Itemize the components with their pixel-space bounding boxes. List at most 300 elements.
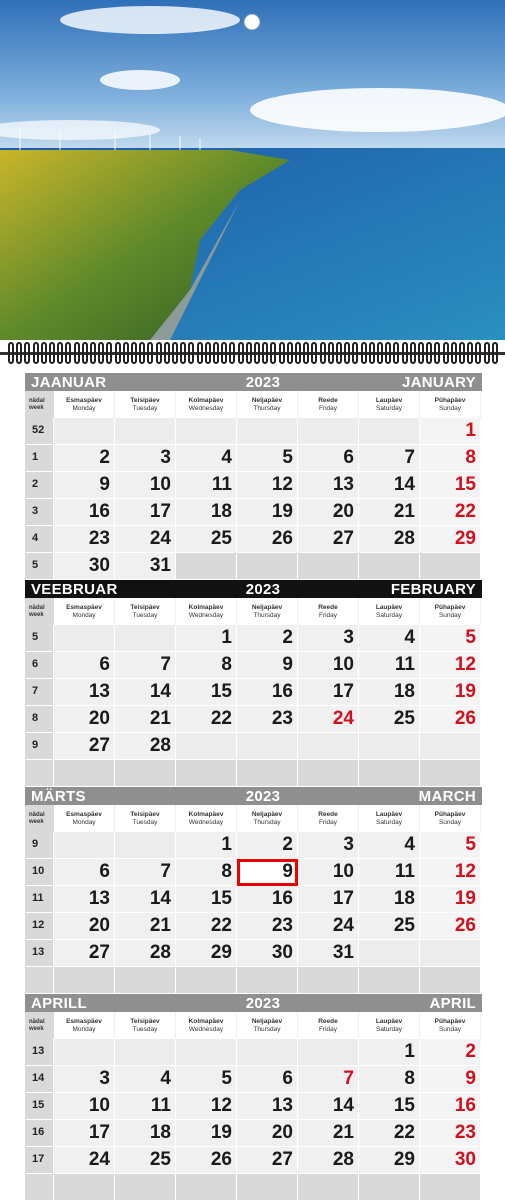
weekday-name-et: Pühapäev xyxy=(434,397,466,404)
day-number: 25 xyxy=(393,915,415,936)
weekday-name-et: Esmaspäev xyxy=(66,811,102,818)
day-number: 4 xyxy=(221,447,232,468)
day-cell[interactable] xyxy=(54,1147,115,1174)
weekday-name-et: Neljapäev xyxy=(251,604,283,611)
day-number: 28 xyxy=(393,528,415,549)
empty-cell xyxy=(237,760,298,787)
week-label: week xyxy=(29,612,44,618)
day-cell[interactable] xyxy=(115,679,176,706)
weekday-name-et: Laupäev xyxy=(375,604,403,611)
day-number: 13 xyxy=(332,474,354,495)
day-number: 7 xyxy=(343,1068,354,1089)
day-cell[interactable] xyxy=(176,472,237,499)
day-cell[interactable] xyxy=(115,526,176,553)
weekday-name-et: Reede xyxy=(318,604,338,611)
day-cell[interactable] xyxy=(237,859,298,886)
day-cell[interactable] xyxy=(237,706,298,733)
week-number: 5 xyxy=(25,553,54,580)
day-cell[interactable] xyxy=(420,445,481,472)
day-cell[interactable] xyxy=(237,445,298,472)
day-number: 8 xyxy=(465,447,476,468)
day-number: 2 xyxy=(465,1041,476,1062)
day-cell[interactable] xyxy=(115,940,176,967)
day-cell[interactable] xyxy=(176,940,237,967)
day-number: 22 xyxy=(210,915,232,936)
day-number: 22 xyxy=(393,1122,415,1143)
day-number: 8 xyxy=(221,861,232,882)
weekday-header xyxy=(54,805,115,832)
day-cell[interactable] xyxy=(237,652,298,679)
weekday-name-en: Sunday xyxy=(438,819,462,826)
day-cell[interactable] xyxy=(115,886,176,913)
empty-cell xyxy=(54,625,115,652)
weekday-name-et: Kolmapäev xyxy=(188,1018,224,1025)
week-label: nädal xyxy=(29,398,45,404)
day-number: 19 xyxy=(210,1122,232,1143)
empty-cell xyxy=(176,553,237,580)
empty-cell xyxy=(176,1039,237,1066)
week-header xyxy=(25,391,54,418)
day-cell[interactable] xyxy=(420,1147,481,1174)
day-cell[interactable] xyxy=(359,859,420,886)
day-cell[interactable] xyxy=(420,472,481,499)
day-number: 30 xyxy=(88,555,110,576)
weekday-header xyxy=(115,391,176,418)
week-number: 10 xyxy=(25,859,54,886)
empty-cell xyxy=(420,940,481,967)
day-number: 25 xyxy=(210,528,232,549)
day-cell[interactable] xyxy=(359,445,420,472)
weekday-name-en: Saturday xyxy=(375,1026,403,1033)
month-grid xyxy=(25,598,482,787)
day-cell[interactable] xyxy=(359,679,420,706)
week-header xyxy=(25,1012,54,1039)
day-number: 13 xyxy=(88,888,110,909)
day-number: 9 xyxy=(99,474,110,495)
day-number: 7 xyxy=(404,447,415,468)
week-number: 9 xyxy=(25,733,54,760)
day-number: 5 xyxy=(465,834,476,855)
day-cell[interactable] xyxy=(420,1120,481,1147)
weekday-name-en: Wednesday xyxy=(188,819,224,826)
day-cell[interactable] xyxy=(359,625,420,652)
day-cell[interactable] xyxy=(359,472,420,499)
day-cell[interactable] xyxy=(237,526,298,553)
empty-cell xyxy=(359,760,420,787)
empty-cell xyxy=(359,1174,420,1201)
weekday-header xyxy=(54,391,115,418)
day-cell[interactable] xyxy=(298,1120,359,1147)
day-cell[interactable] xyxy=(54,859,115,886)
day-number: 26 xyxy=(454,915,476,936)
day-cell[interactable] xyxy=(298,625,359,652)
day-cell[interactable] xyxy=(237,832,298,859)
day-cell[interactable] xyxy=(359,913,420,940)
day-number: 10 xyxy=(332,861,354,882)
weekday-name-et: Pühapäev xyxy=(434,1018,466,1025)
week-number: 7 xyxy=(25,679,54,706)
day-cell[interactable] xyxy=(54,886,115,913)
day-cell[interactable] xyxy=(54,913,115,940)
day-cell[interactable] xyxy=(176,652,237,679)
day-cell[interactable] xyxy=(176,679,237,706)
day-cell[interactable] xyxy=(237,472,298,499)
day-number: 12 xyxy=(454,654,476,675)
week-number: 13 xyxy=(25,940,54,967)
day-cell[interactable] xyxy=(115,706,176,733)
day-cell[interactable] xyxy=(176,445,237,472)
day-cell[interactable] xyxy=(298,706,359,733)
weekday-name-et: Pühapäev xyxy=(434,811,466,818)
day-cell[interactable] xyxy=(54,499,115,526)
day-cell[interactable] xyxy=(359,1066,420,1093)
day-cell[interactable] xyxy=(420,1066,481,1093)
day-cell[interactable] xyxy=(359,1093,420,1120)
week-number: 11 xyxy=(25,886,54,913)
weekday-name-en: Friday xyxy=(318,819,338,826)
day-cell[interactable] xyxy=(298,886,359,913)
day-number: 3 xyxy=(160,447,171,468)
empty-cell xyxy=(298,733,359,760)
day-cell[interactable] xyxy=(359,499,420,526)
day-number: 2 xyxy=(282,627,293,648)
empty-cell xyxy=(298,1039,359,1066)
day-cell[interactable] xyxy=(420,679,481,706)
day-cell[interactable] xyxy=(176,886,237,913)
week-number: 5 xyxy=(25,625,54,652)
day-cell[interactable] xyxy=(298,652,359,679)
weekday-name-et: Esmaspäev xyxy=(66,604,102,611)
weekday-name-en: Monday xyxy=(72,405,96,412)
day-cell[interactable] xyxy=(420,832,481,859)
day-number: 5 xyxy=(465,627,476,648)
day-cell[interactable] xyxy=(359,652,420,679)
day-cell[interactable] xyxy=(115,499,176,526)
empty-cell xyxy=(115,967,176,994)
day-number: 25 xyxy=(149,1149,171,1170)
day-number: 15 xyxy=(393,1095,415,1116)
day-cell[interactable] xyxy=(298,679,359,706)
day-cell[interactable] xyxy=(176,1066,237,1093)
weekday-name-et: Esmaspäev xyxy=(66,1018,102,1025)
empty-cell xyxy=(54,760,115,787)
week-number: 8 xyxy=(25,706,54,733)
day-cell[interactable] xyxy=(420,859,481,886)
day-cell[interactable] xyxy=(115,652,176,679)
week-number xyxy=(25,760,54,787)
day-cell[interactable] xyxy=(420,706,481,733)
day-cell[interactable] xyxy=(54,1120,115,1147)
day-cell[interactable] xyxy=(54,1093,115,1120)
empty-cell xyxy=(420,967,481,994)
day-cell[interactable] xyxy=(54,526,115,553)
day-number: 17 xyxy=(88,1122,110,1143)
empty-cell xyxy=(115,1174,176,1201)
weekday-name-et: Teisipäev xyxy=(130,811,160,818)
weekday-name-en: Tuesday xyxy=(132,405,158,412)
weekday-name-et: Teisipäev xyxy=(130,397,160,404)
week-number: 1 xyxy=(25,445,54,472)
day-number: 1 xyxy=(221,627,232,648)
weekday-name-en: Tuesday xyxy=(132,1026,158,1033)
week-number: 6 xyxy=(25,652,54,679)
day-number: 12 xyxy=(210,1095,232,1116)
day-number: 26 xyxy=(454,708,476,729)
day-cell[interactable] xyxy=(115,472,176,499)
day-number: 20 xyxy=(88,915,110,936)
day-cell[interactable] xyxy=(237,499,298,526)
day-cell[interactable] xyxy=(359,706,420,733)
week-number: 17 xyxy=(25,1147,54,1174)
day-cell[interactable] xyxy=(115,1066,176,1093)
day-cell[interactable] xyxy=(176,625,237,652)
day-cell[interactable] xyxy=(237,913,298,940)
day-number: 9 xyxy=(465,1068,476,1089)
weekday-header xyxy=(298,598,359,625)
month-year: 2023 xyxy=(245,373,281,391)
day-cell[interactable] xyxy=(298,940,359,967)
day-number: 25 xyxy=(393,708,415,729)
day-number: 30 xyxy=(271,942,293,963)
day-cell[interactable] xyxy=(420,1039,481,1066)
day-cell[interactable] xyxy=(115,913,176,940)
month-name-en: APRIL xyxy=(429,994,476,1012)
month-year: 2023 xyxy=(245,787,281,805)
day-number: 16 xyxy=(271,888,293,909)
day-cell[interactable] xyxy=(176,832,237,859)
day-cell[interactable] xyxy=(176,913,237,940)
day-number: 9 xyxy=(282,861,293,882)
weekday-header xyxy=(298,391,359,418)
day-cell[interactable] xyxy=(176,706,237,733)
day-cell[interactable] xyxy=(298,472,359,499)
weekday-name-et: Neljapäev xyxy=(251,811,283,818)
empty-cell xyxy=(420,760,481,787)
week-number: 4 xyxy=(25,526,54,553)
empty-cell xyxy=(237,1039,298,1066)
day-cell[interactable] xyxy=(420,886,481,913)
empty-cell xyxy=(359,553,420,580)
week-label: week xyxy=(29,405,44,411)
day-cell[interactable] xyxy=(359,832,420,859)
landscape-photo xyxy=(0,0,505,340)
day-number: 1 xyxy=(221,834,232,855)
week-number: 16 xyxy=(25,1120,54,1147)
day-number: 23 xyxy=(271,915,293,936)
day-cell[interactable] xyxy=(176,1120,237,1147)
weekday-name-en: Monday xyxy=(72,612,96,619)
day-cell[interactable] xyxy=(176,859,237,886)
day-number: 16 xyxy=(88,501,110,522)
weekday-header xyxy=(115,805,176,832)
day-cell[interactable] xyxy=(54,733,115,760)
day-number: 10 xyxy=(149,474,171,495)
day-cell[interactable] xyxy=(420,526,481,553)
day-cell[interactable] xyxy=(298,1147,359,1174)
day-cell[interactable] xyxy=(115,1147,176,1174)
day-number: 18 xyxy=(393,888,415,909)
empty-cell xyxy=(420,553,481,580)
day-cell[interactable] xyxy=(54,553,115,580)
day-cell[interactable] xyxy=(176,526,237,553)
day-number: 21 xyxy=(393,501,415,522)
day-number: 11 xyxy=(150,1095,171,1116)
month-header xyxy=(25,580,482,598)
day-cell[interactable] xyxy=(298,526,359,553)
month-name-et: APRILL xyxy=(31,994,87,1012)
empty-cell xyxy=(54,832,115,859)
week-label: nädal xyxy=(29,812,45,818)
day-number: 31 xyxy=(332,942,354,963)
day-cell[interactable] xyxy=(237,1066,298,1093)
day-cell[interactable] xyxy=(54,940,115,967)
empty-cell xyxy=(298,760,359,787)
weekday-header xyxy=(237,598,298,625)
empty-cell xyxy=(54,967,115,994)
day-cell[interactable] xyxy=(115,859,176,886)
weekday-name-et: Teisipäev xyxy=(130,604,160,611)
week-number: 13 xyxy=(25,1039,54,1066)
empty-cell xyxy=(176,967,237,994)
day-number: 3 xyxy=(99,1068,110,1089)
empty-cell xyxy=(115,418,176,445)
day-cell[interactable] xyxy=(54,706,115,733)
day-number: 29 xyxy=(210,942,232,963)
day-number: 17 xyxy=(332,888,354,909)
day-cell[interactable] xyxy=(420,913,481,940)
empty-cell xyxy=(54,1039,115,1066)
day-cell[interactable] xyxy=(298,445,359,472)
day-cell[interactable] xyxy=(359,526,420,553)
month-name-et: JAANUAR xyxy=(31,373,107,391)
day-cell[interactable] xyxy=(298,499,359,526)
day-cell[interactable] xyxy=(420,499,481,526)
weekday-name-et: Kolmapäev xyxy=(188,397,224,404)
day-cell[interactable] xyxy=(237,625,298,652)
day-number: 19 xyxy=(454,681,476,702)
empty-cell xyxy=(176,733,237,760)
empty-cell xyxy=(115,832,176,859)
month-year: 2023 xyxy=(245,580,281,598)
day-number: 8 xyxy=(404,1068,415,1089)
day-number: 11 xyxy=(211,474,232,495)
weekday-name-en: Friday xyxy=(318,405,338,412)
day-cell[interactable] xyxy=(420,418,481,445)
day-number: 13 xyxy=(88,681,110,702)
day-cell[interactable] xyxy=(54,652,115,679)
empty-cell xyxy=(237,553,298,580)
weekday-name-en: Friday xyxy=(318,612,338,619)
empty-cell xyxy=(359,418,420,445)
week-header xyxy=(25,598,54,625)
day-cell[interactable] xyxy=(115,553,176,580)
day-cell[interactable] xyxy=(420,625,481,652)
month-grid xyxy=(25,391,482,580)
empty-cell xyxy=(176,760,237,787)
day-cell[interactable] xyxy=(359,1120,420,1147)
weekday-header xyxy=(115,598,176,625)
empty-cell xyxy=(54,1174,115,1201)
day-cell[interactable] xyxy=(54,679,115,706)
day-cell[interactable] xyxy=(115,733,176,760)
day-cell[interactable] xyxy=(359,886,420,913)
day-cell[interactable] xyxy=(237,1120,298,1147)
week-label: week xyxy=(29,1026,44,1032)
day-cell[interactable] xyxy=(420,1093,481,1120)
day-cell[interactable] xyxy=(237,886,298,913)
day-cell[interactable] xyxy=(237,1147,298,1174)
empty-cell xyxy=(359,733,420,760)
day-cell[interactable] xyxy=(298,1093,359,1120)
day-number: 6 xyxy=(99,861,110,882)
day-number: 27 xyxy=(88,942,110,963)
day-number: 15 xyxy=(210,888,232,909)
empty-cell xyxy=(237,733,298,760)
empty-cell xyxy=(237,967,298,994)
day-number: 16 xyxy=(454,1095,476,1116)
day-number: 14 xyxy=(332,1095,354,1116)
day-number: 7 xyxy=(160,861,171,882)
day-number: 5 xyxy=(282,447,293,468)
day-number: 17 xyxy=(332,681,354,702)
day-cell[interactable] xyxy=(115,1093,176,1120)
week-label: week xyxy=(29,819,44,825)
day-cell[interactable] xyxy=(359,1147,420,1174)
day-number: 7 xyxy=(160,654,171,675)
day-cell[interactable] xyxy=(54,445,115,472)
day-cell[interactable] xyxy=(54,472,115,499)
day-cell[interactable] xyxy=(54,1066,115,1093)
day-number: 12 xyxy=(271,474,293,495)
weekday-header xyxy=(420,805,481,832)
weekday-header xyxy=(176,391,237,418)
month-name-en: FEBRUARY xyxy=(390,580,476,598)
day-number: 12 xyxy=(454,861,476,882)
day-number: 18 xyxy=(210,501,232,522)
weekday-name-en: Thursday xyxy=(253,405,281,412)
week-number: 15 xyxy=(25,1093,54,1120)
day-number: 28 xyxy=(149,942,171,963)
day-number: 30 xyxy=(454,1149,476,1170)
day-cell[interactable] xyxy=(298,832,359,859)
day-cell[interactable] xyxy=(176,1147,237,1174)
empty-cell xyxy=(237,418,298,445)
day-number: 2 xyxy=(282,834,293,855)
day-number: 9 xyxy=(282,654,293,675)
day-number: 11 xyxy=(394,654,415,675)
day-cell[interactable] xyxy=(237,679,298,706)
day-cell[interactable] xyxy=(298,1066,359,1093)
day-cell[interactable] xyxy=(298,859,359,886)
day-cell[interactable] xyxy=(237,940,298,967)
week-number: 52 xyxy=(25,418,54,445)
week-label: nädal xyxy=(29,605,45,611)
day-number: 28 xyxy=(332,1149,354,1170)
day-cell[interactable] xyxy=(176,1093,237,1120)
day-number: 20 xyxy=(271,1122,293,1143)
day-cell[interactable] xyxy=(115,1120,176,1147)
day-cell[interactable] xyxy=(420,652,481,679)
weekday-name-en: Wednesday xyxy=(188,405,224,412)
weekday-header xyxy=(237,805,298,832)
day-cell[interactable] xyxy=(359,1039,420,1066)
day-cell[interactable] xyxy=(237,1093,298,1120)
hanging-hole xyxy=(245,15,259,29)
day-number: 23 xyxy=(454,1122,476,1143)
day-cell[interactable] xyxy=(176,499,237,526)
day-cell[interactable] xyxy=(115,445,176,472)
day-cell[interactable] xyxy=(298,913,359,940)
